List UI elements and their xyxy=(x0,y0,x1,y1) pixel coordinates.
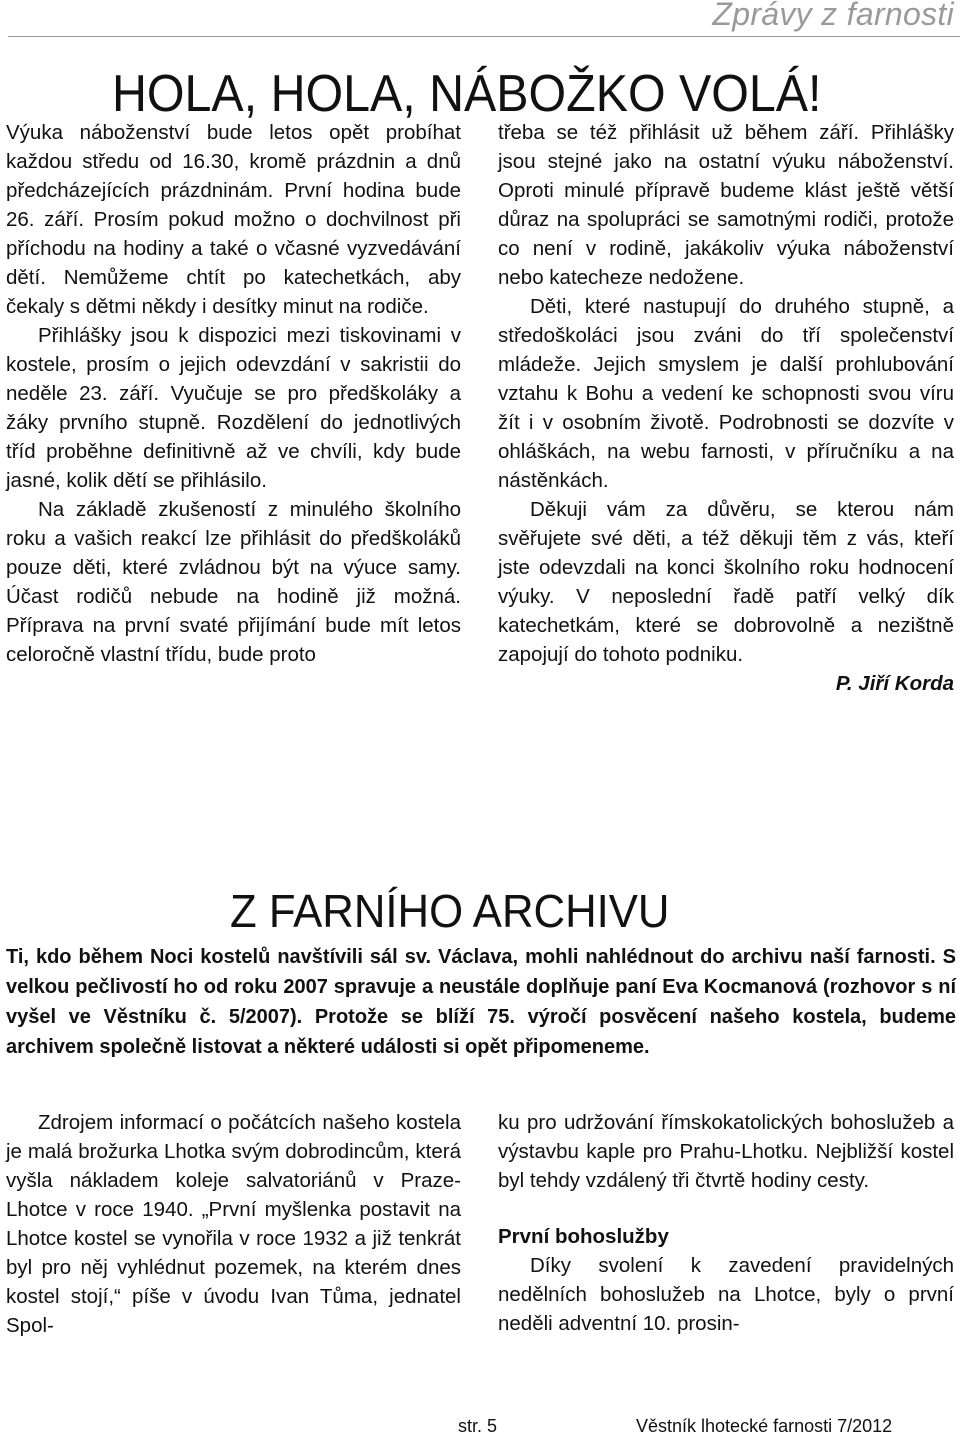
article2-right-column xyxy=(498,1108,954,1338)
article2-paragraph: Díky svolení k zavedení pravidelných nedělních bohoslužeb na Lhotce, byly o první neděli adventní 10. prosin- xyxy=(498,1254,954,1335)
page-number: str. 5 xyxy=(458,1416,498,1436)
article-title-archive: Z FARNÍHO ARCHIVU xyxy=(230,885,670,937)
article2-intro: Ti, kdo během Noci kostelů navštívili sál sv. Václava, mohli nahlédnout do archivu naší farnosti. S velkou pečlivostí ho od roku 2007 spravuje a neustále doplňuje paní Eva Kocmanová (rozhovor s ní vyšel ve Věstníku č. 5/2007). Protože se blíží 75. výročí posvěcení našeho kostela, budeme archivem společně listovat a některé události si opět připomeneme. xyxy=(6,946,956,1058)
article2-paragraph: Zdrojem informací o počátcích našeho kostela je malá brožurka Lhotka svým dobrodincům, která vyšla nákladem koleje salvatoriánů v Praze-Lhotce v roce 1940. „První myšlenka postavit na Lhotce kostel se vynořila v roce 1932 a již tenkrát byl pro něj vyhlédnut pozemek, na kterém dnes kostel stojí,“ píše v úvodu Ivan Tůma, jednatel Spol- xyxy=(6,1111,461,1337)
header-divider xyxy=(8,36,960,37)
article1-paragraph: Děti, které nastupují do druhého stupně, a středoškoláci jsou zváni do tří společenství mládeže. Jejich smyslem je další prohlubování vztahu k Bohu a vedení ke schopnosti svou víru žít i v osobním životě. Podrobnosti se dozvíte v ohláškách, na webu farnosti, v příručníku a na nástěnkách. xyxy=(498,295,954,492)
article1-right-column xyxy=(498,118,954,698)
article-title-religion-class: HOLA, HOLA, NÁBOŽKO VOLÁ! xyxy=(112,65,822,123)
article1-paragraph: Děkuji vám za důvěru, se kterou nám svěřujete své děti, a též děkuji těm z vás, kteří jste odevzdali na konci školního roku hodnocení výuky. V neposlední řadě patří velký dík katechetkám, které se dobrovolně a nezištně zapojují do tohoto podniku. xyxy=(498,498,954,666)
article2-left-column xyxy=(6,1108,461,1340)
article1-left-column xyxy=(6,118,461,669)
article1-paragraph: Na základě zkušeností z minulého školního roku a vašich reakcí lze přihlásit do předškoláků pouze děti, které zvládnou být na výuce samy. Účast rodičů nebude na hodině již možná. Příprava na první svaté přijímání bude mít letos celoročně vlastní třídu, bude proto xyxy=(6,498,461,666)
article2-subheading: První bohoslužby xyxy=(498,1225,669,1248)
section-title: Zprávy z farnosti xyxy=(712,0,954,32)
article1-signature: P. Jiří Korda xyxy=(835,672,954,695)
article1-paragraph: Přihlášky jsou k dispozici mezi tiskovinami v kostele, prosím o jejich odevzdání v sakristii do neděle 23. září. Vyučuje se pro předškoláky a žáky prvního stupně. Rozdělení do jednotlivých tříd proběhne definitivně až ve chvíli, kdy bude jasné, kolik dětí se přihlásilo. xyxy=(6,324,461,492)
article1-continuation: třeba se též přihlásit už během září. Přihlášky jsou stejné jako na ostatní výuku náboženství. Oproti minulé přípravě budeme klást ještě větší důraz na spolupráci se samotnými rodiči, protože co není v rodině, jakákoliv výuka náboženství nebo katecheze nedožene. xyxy=(498,121,954,289)
article1-paragraph: Výuka náboženství bude letos opět probíhat každou středu od 16.30, kromě prázdnin a dnů předcházejících prázdninám. První hodina bude 26. září. Prosím pokud možno o dochvilnost při příchodu na hodiny a také o včasné vyzvedávání dětí. Nemůžeme chtít po katechetkách, aby čekaly s dětmi někdy i desítky minut na rodiče. xyxy=(6,121,461,318)
publication-name: Věstník lhotecké farnosti 7/2012 xyxy=(636,1416,893,1436)
article2-continuation: ku pro udržování římskokatolických bohoslužeb a výstavbu kaple pro Prahu-Lhotku. Nejbližší kostel byl tehdy vzdálený tři čtvrtě hodiny cesty. xyxy=(498,1111,954,1192)
